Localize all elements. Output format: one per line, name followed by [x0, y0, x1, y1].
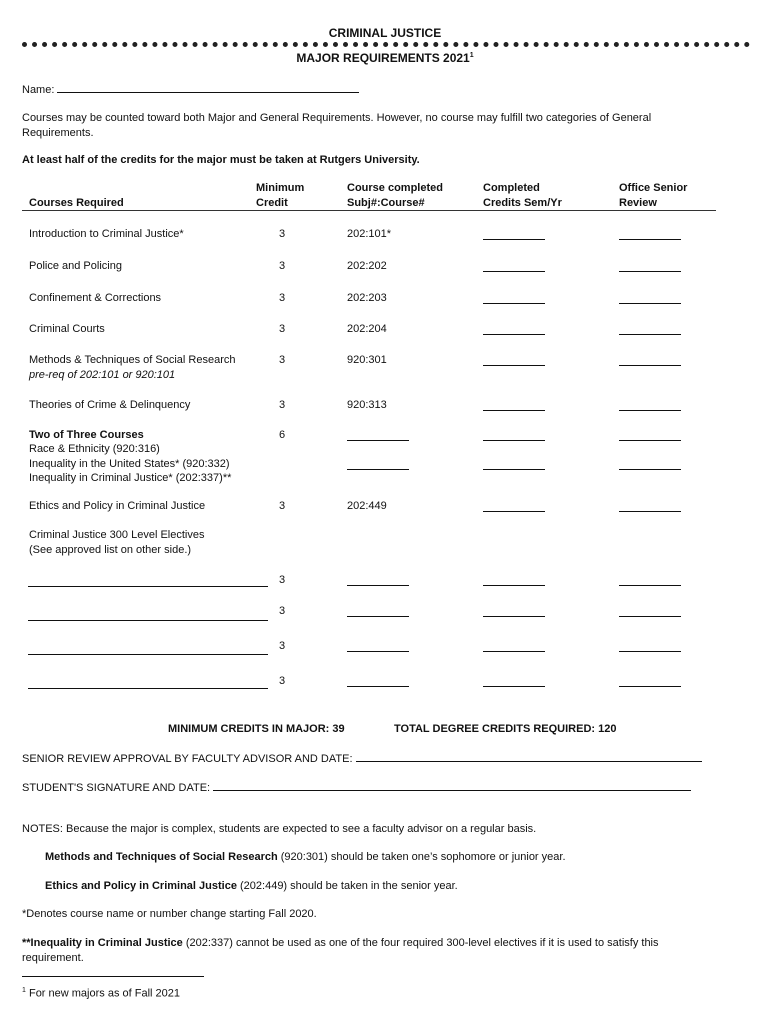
name-row — [22, 82, 359, 96]
name-field[interactable] — [57, 82, 359, 93]
note-double-asterisk: **Inequality in Criminal Justice (202:337) cannot be used as one of the four required 300-level electives if it is used to satisfy this requirement. — [22, 937, 659, 964]
elective-credit: 3 — [279, 605, 286, 617]
credits-blank[interactable] — [483, 239, 545, 240]
dotted-divider — [22, 42, 750, 47]
review-blank[interactable] — [619, 303, 681, 304]
electives-subtitle: (See approved list on other side.) — [29, 544, 192, 556]
course-name: Police and Policing — [29, 260, 122, 272]
course-credit: 3 — [279, 354, 286, 366]
total-degree-credits: TOTAL DEGREE CREDITS REQUIRED: 120 — [394, 723, 617, 735]
course-option: Inequality in Criminal Justice* (202:337)** — [29, 472, 232, 484]
document-subtitle: MAJOR REQUIREMENTS 2021$^1$ — [296, 51, 474, 65]
credits-blank[interactable] — [483, 469, 545, 470]
code-blank[interactable] — [347, 469, 409, 470]
credits-blank[interactable] — [483, 585, 545, 586]
review-blank[interactable] — [619, 440, 681, 441]
course-credit: 3 — [279, 228, 286, 240]
course-code: 202:449 — [347, 500, 387, 512]
course-code: 920:313 — [347, 399, 387, 411]
review-blank[interactable] — [619, 410, 681, 411]
footnote: $^1$ For new majors as of Fall 2021 — [22, 987, 180, 1000]
course-name: Ethics and Policy in Criminal Justice — [29, 500, 206, 512]
student-signature-label: STUDENT'S SIGNATURE AND DATE: — [22, 782, 211, 794]
student-signature-field[interactable] — [213, 780, 691, 791]
credits-blank[interactable] — [483, 365, 545, 366]
credits-blank[interactable] — [483, 686, 545, 687]
half-credits-note: At least half of the credits for the major must be taken at Rutgers University. — [22, 154, 420, 166]
intro-text: Courses may be counted toward both Major and General Requirements. However, no course may fulfill two categories of General Requirements. — [22, 112, 652, 139]
col-completed-credits: Completed Credits Sem/Yr — [483, 182, 562, 209]
course-prereq: pre-req of 202:101 or 920:101 — [29, 369, 176, 381]
course-option: Race & Ethnicity (920:316) — [29, 443, 160, 455]
credits-blank[interactable] — [483, 651, 545, 652]
min-credits-major: MINIMUM CREDITS IN MAJOR: 39 — [168, 723, 345, 735]
course-code: 920:301 — [347, 354, 387, 366]
review-blank[interactable] — [619, 334, 681, 335]
review-blank[interactable] — [619, 651, 681, 652]
col-min-credit: Minimum Credit — [256, 182, 305, 209]
course-credit: 3 — [279, 323, 286, 335]
note-ethics: Ethics and Policy in Criminal Justice (202:449) should be taken in the senior year. — [45, 880, 458, 892]
review-blank[interactable] — [619, 469, 681, 470]
elective-course-field[interactable] — [28, 654, 268, 655]
elective-course-field[interactable] — [28, 688, 268, 689]
course-code: 202:203 — [347, 292, 387, 304]
elective-credit: 3 — [279, 640, 286, 652]
code-blank[interactable] — [347, 651, 409, 652]
code-blank[interactable] — [347, 440, 409, 441]
name-label: Name: — [22, 84, 55, 96]
notes-intro: NOTES: Because the major is complex, students are expected to see a faculty advisor on a regular basis. — [22, 823, 537, 835]
student-signature-row — [22, 780, 691, 794]
review-blank[interactable] — [619, 616, 681, 617]
course-code: 202:202 — [347, 260, 387, 272]
credits-blank[interactable] — [483, 440, 545, 441]
credits-blank[interactable] — [483, 410, 545, 411]
course-credit: 6 — [279, 429, 286, 441]
footnote-rule — [22, 976, 204, 977]
course-code: 202:101* — [347, 228, 392, 240]
code-blank[interactable] — [347, 616, 409, 617]
credits-blank[interactable] — [483, 303, 545, 304]
elective-course-field[interactable] — [28, 620, 268, 621]
document-title: CRIMINAL JUSTICE — [328, 26, 442, 40]
credits-blank[interactable] — [483, 271, 545, 272]
review-blank[interactable] — [619, 686, 681, 687]
credits-blank[interactable] — [483, 334, 545, 335]
code-blank[interactable] — [347, 686, 409, 687]
course-credit: 3 — [279, 292, 286, 304]
credits-blank[interactable] — [483, 511, 545, 512]
review-blank[interactable] — [619, 271, 681, 272]
course-name: Introduction to Criminal Justice* — [29, 228, 184, 240]
review-blank[interactable] — [619, 585, 681, 586]
course-code: 202:204 — [347, 323, 387, 335]
course-name: Criminal Courts — [29, 323, 105, 335]
credits-blank[interactable] — [483, 616, 545, 617]
senior-review-row — [22, 751, 702, 765]
course-name: Theories of Crime & Delinquency — [29, 399, 191, 411]
review-blank[interactable] — [619, 365, 681, 366]
header-rule — [22, 210, 716, 211]
course-option: Inequality in the United States* (920:332) — [29, 458, 230, 470]
course-name: Confinement & Corrections — [29, 292, 162, 304]
course-name: Methods & Techniques of Social Research — [29, 354, 236, 366]
col-office-review: Office Senior Review — [619, 182, 688, 209]
course-credit: 3 — [279, 260, 286, 272]
col-course-completed: Course completed Subj#:Course# — [347, 182, 443, 209]
course-credit: 3 — [279, 399, 286, 411]
elective-credit: 3 — [279, 675, 286, 687]
review-blank[interactable] — [619, 511, 681, 512]
course-name: Two of Three Courses — [29, 429, 144, 441]
review-blank[interactable] — [619, 239, 681, 240]
electives-title: Criminal Justice 300 Level Electives — [29, 529, 205, 541]
senior-review-label: SENIOR REVIEW APPROVAL BY FACULTY ADVISOR AND DATE: — [22, 753, 353, 765]
note-asterisk: *Denotes course name or number change starting Fall 2020. — [22, 908, 317, 920]
col-courses-required: Courses Required — [29, 197, 124, 209]
elective-course-field[interactable] — [28, 586, 268, 587]
elective-credit: 3 — [279, 574, 286, 586]
senior-review-field[interactable] — [356, 751, 702, 762]
note-methods: Methods and Techniques of Social Research (920:301) should be taken one’s sophomore or junior year. — [45, 851, 566, 863]
course-credit: 3 — [279, 500, 286, 512]
code-blank[interactable] — [347, 585, 409, 586]
